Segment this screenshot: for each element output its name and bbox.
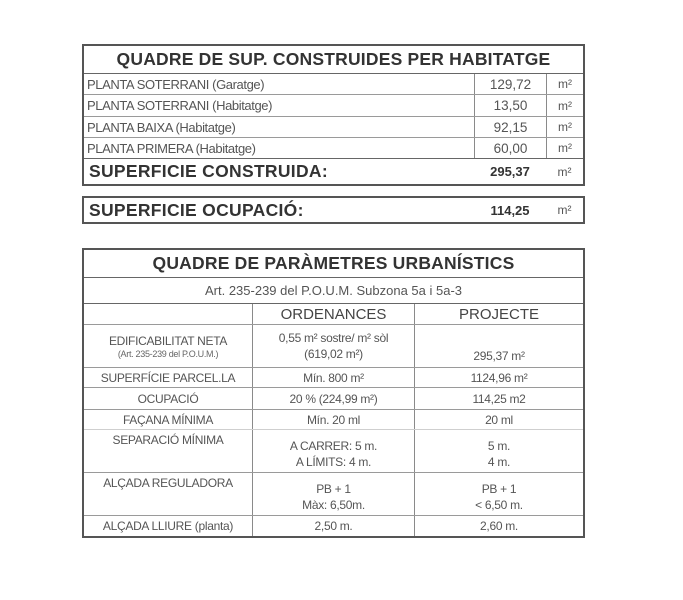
occupation-label: SUPERFICIE OCUPACIÓ: xyxy=(89,199,304,220)
row-value: 60,00 xyxy=(474,138,546,158)
row-label: PLANTA PRIMERA (Habitatge) xyxy=(87,140,256,156)
row-unit: m² xyxy=(546,117,583,137)
param-note: (Art. 235-239 del P.O.U.M.) xyxy=(117,349,219,359)
ordenances-line: 20 % (224,99 m²) xyxy=(289,391,378,406)
table-row xyxy=(84,325,583,368)
param-label: ALÇADA REGULADORA xyxy=(103,476,233,490)
row-value: 129,72 xyxy=(474,74,546,94)
projecte-line: 1124,96 m² xyxy=(470,370,528,385)
total-label: SUPERFICIE CONSTRUIDA: xyxy=(89,161,328,181)
ordenances-line: Mín. 20 ml xyxy=(306,412,361,427)
total-row xyxy=(84,159,583,184)
total-unit: m² xyxy=(557,164,572,179)
projecte-line: 295,37 m² xyxy=(473,349,525,363)
row-unit: m² xyxy=(546,138,583,158)
projecte-line: 20 ml xyxy=(485,412,513,427)
table-row xyxy=(84,117,583,138)
header-row xyxy=(84,304,583,325)
ordenances-line: 2,50 m. xyxy=(314,519,353,533)
header-ordenances: ORDENANCES xyxy=(252,304,414,324)
occupation-box xyxy=(82,196,585,224)
projecte-line: PB + 1 xyxy=(481,482,517,496)
ordenances-line: Mín. 800 m² xyxy=(303,370,364,385)
param-label: ALÇADA LLIURE (planta) xyxy=(102,519,234,533)
total-value: 295,37 xyxy=(490,164,530,179)
urban-title: QUADRE DE PARÀMETRES URBANÍSTICS xyxy=(152,253,515,273)
table-row xyxy=(84,368,583,388)
projecte-line: 2,60 m. xyxy=(480,519,518,533)
occupation-value: 114,25 xyxy=(490,202,530,218)
built-area-title: QUADRE DE SUP. CONSTRUIDES PER HABITATGE xyxy=(116,49,551,69)
table-row xyxy=(84,138,583,159)
row-value: 13,50 xyxy=(474,95,546,116)
row-label: PLANTA SOTERRANI (Garatge) xyxy=(87,76,265,92)
projecte-line: 114,25 m2 xyxy=(472,391,526,406)
projecte-line: < 6,50 m. xyxy=(475,498,523,512)
header-blank xyxy=(84,304,252,324)
table-row xyxy=(84,388,583,410)
table-row xyxy=(84,74,583,95)
urban-parameters-table xyxy=(82,248,585,538)
row-unit: m² xyxy=(546,95,583,116)
row-value: 92,15 xyxy=(474,117,546,137)
urban-subtitle: Art. 235-239 del P.O.U.M. Subzona 5a i 5a-3 xyxy=(204,283,463,298)
ordenances-line: 0,55 m² sostre/ m² sòl xyxy=(278,331,389,345)
ordenances-line: A CARRER: 5 m. xyxy=(289,439,378,453)
param-label: SUPERFÍCIE PARCEL.LA xyxy=(100,370,236,385)
ordenances-line: PB + 1 xyxy=(316,482,351,496)
param-label: OCUPACIÓ xyxy=(137,391,199,406)
table-row xyxy=(84,95,583,117)
table-row xyxy=(84,410,583,430)
header-projecte: PROJECTE xyxy=(414,304,583,324)
ordenances-line: Màx: 6,50m. xyxy=(302,498,365,512)
ordenances-line: A LÍMITS: 4 m. xyxy=(295,455,372,469)
row-label: PLANTA BAIXA (Habitatge) xyxy=(87,119,236,135)
table-row xyxy=(84,473,583,516)
projecte-line: 4 m. xyxy=(487,455,511,469)
occupation-unit: m² xyxy=(557,203,572,217)
param-label: SEPARACIÓ MÍNIMA xyxy=(112,433,224,447)
row-unit: m² xyxy=(546,74,583,94)
built-area-table xyxy=(82,44,585,186)
param-label: FAÇANA MÍNIMA xyxy=(122,412,214,427)
param-label: EDIFICABILITAT NETA xyxy=(108,334,228,348)
table-row xyxy=(84,516,583,536)
row-label: PLANTA SOTERRANI (Habitatge) xyxy=(87,98,273,113)
table-row xyxy=(84,430,583,473)
ordenances-line: (619,02 m²) xyxy=(304,347,363,361)
projecte-line: 5 m. xyxy=(487,439,511,453)
